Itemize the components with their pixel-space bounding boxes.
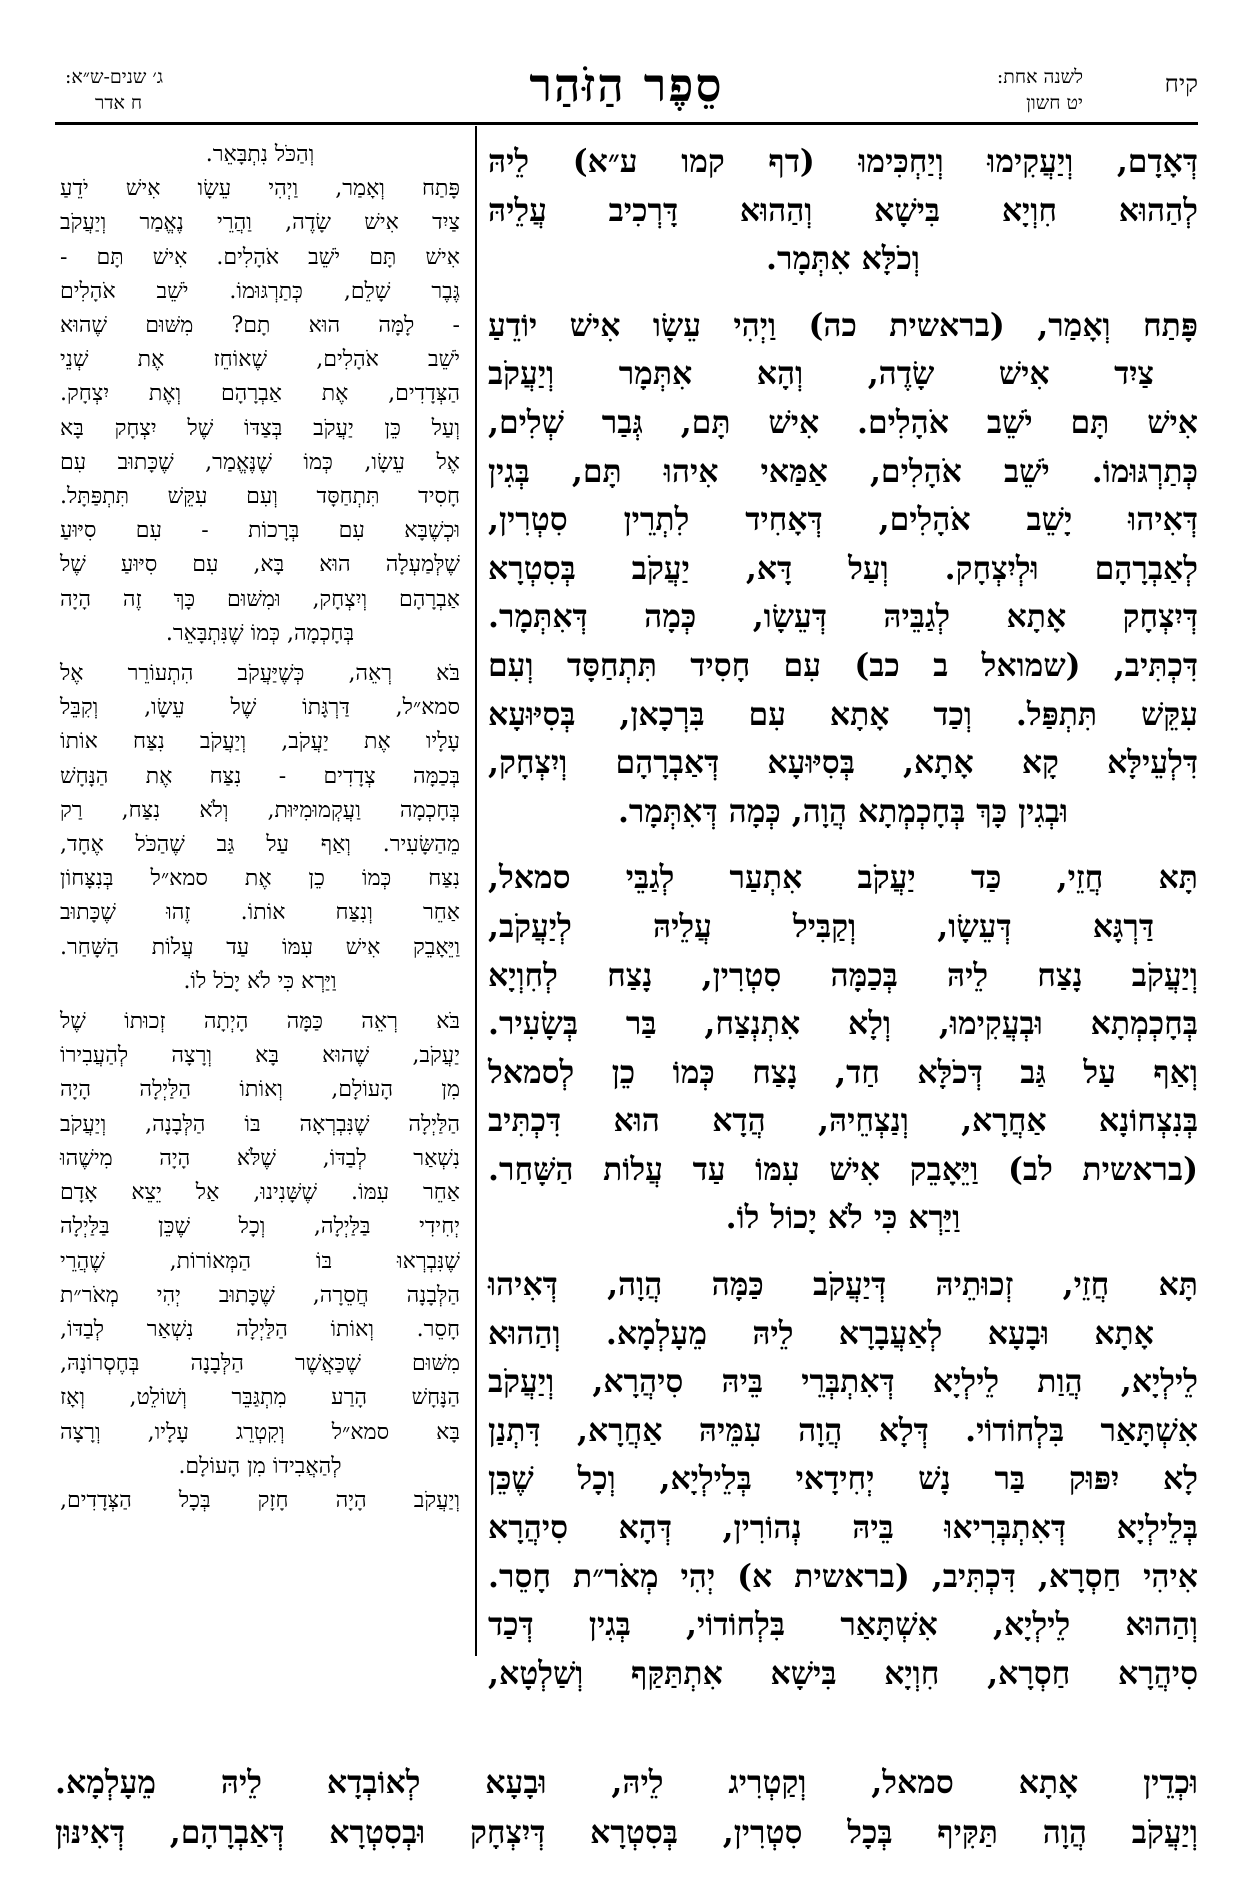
text-line: אַבְרָהָם וְיִצְחָק, וּמִשּׁוּם כָּךְ זֶה הָיָה: [60, 586, 460, 612]
text-line: הַצְּדָדִים, אֶת אַבְרָהָם וְאֶת יִצְחָק.: [60, 381, 460, 407]
text-line: - לָמָּה הוּא תָם? מִשּׁוּם שֶׁהוּא: [60, 313, 460, 339]
text-line: פָּתַח וְאָמַר, וַיְהִי עֵשָׂו אִישׁ יֹדֵעַ: [60, 176, 460, 202]
text-line: דַּרְגָּא דְּעֵשָׂו, וְקַבִּיל עֲלֵיהּ לְיַעֲקֹב,: [488, 907, 1154, 945]
text-line: וְיַעֲקֹב הָיָה חָזָק בְּכָל הַצְּדָדִים,: [60, 1487, 460, 1513]
text-line: תָּא חֲזֵי, זְכוּתֵיהּ דְּיַעֲקֹב כַּמָּה הֲוָה, דְּאִיהוּ: [488, 1266, 1198, 1304]
aramaic-text-column: [488, 138, 1198, 1698]
text-line: בְּלֵילְיָא דְּאִתְבְּרִיאוּ בֵּיהּ נְהוֹרִין, דְּהָא סִיהֲרָא: [488, 1509, 1198, 1547]
text-line: יֹשֵׁב אֹהָלִים, שֶׁאוֹחֵז אֶת שְׁנֵי: [60, 347, 460, 373]
text-line: אָתָא וּבָעָא לְאַעֲבָרָא לֵיהּ מֵעָלְמָא. וְהַהוּא: [488, 1314, 1154, 1352]
text-line: לָא יִפּוּק בַּר נָשׁ יְחִידָאי בְּלֵילְיָא, וְכָל שֶׁכֵּן: [488, 1460, 1198, 1498]
one-year-schedule-label: לשנה אחת:: [996, 66, 1083, 88]
text-line: כְּתַרְגּוּמוֹ. יֹשֵׁב אֹהָלִים, אַמַּאי אִיהוּ תָּם, בְּגִין: [488, 452, 1198, 490]
hebrew-translation-column: [60, 138, 460, 1518]
text-line: שֶׁנִּבְרְאוּ בּוֹ הַמְּאוֹרוֹת, שֶׁהֲרֵי: [60, 1248, 460, 1274]
text-line: עִקֵּשׁ תִּתְפַּל. וְכַד אָתָא עִם בִּרְכָאן, בְּסִיּוּעָא: [488, 695, 1198, 733]
text-line: בְּנִצְחוֹנָא אַחֲרָא, וְנַצְחֵיהּ, הֲדָא הוּא דִּכְתִּיב: [488, 1102, 1198, 1140]
text-line: בֹּא רְאֵה כַּמָּה הָיְתָה זְכוּתוֹ שֶׁל: [60, 1009, 460, 1035]
text-line: גֶּבֶר שָׁלֵם, כְּתַרְגּוּמוֹ. יֹשֵׁב אֹהָלִים: [60, 278, 460, 304]
text-line: דְּיִצְחָק אָתָא לְגַבֵּיהּ דְּעֵשָׂו, כְּמָה דְּאִתְּמָר.: [488, 598, 1198, 636]
text-line: אַחֵר וְנִצַּח אוֹתוֹ. זֶהוּ שֶׁכָּתוּב: [60, 900, 460, 926]
text-line: צַיִד אִישׁ שָׂדֶה, וְהָא אִתְּמָר וְיַעֲקֹב: [488, 355, 1154, 393]
column-divider: [475, 126, 477, 1656]
text-line: לְהַאֲבִידוֹ מִן הָעוֹלָם.: [178, 1453, 342, 1479]
text-line: אַחֵר עִמּוֹ. שֶׁשָּׁנִינוּ, אַל יֵצֵא אָדָם: [60, 1180, 460, 1206]
text-line: דְּאָדָם, וְיַעֲקִימוּ וְיַחְכִּימוּ (דף קמו ע״א) לֵיהּ: [488, 143, 1198, 180]
text-line: בָּא סמא״ל וְקִטְרֵג עָלָיו, וְרָצָה: [60, 1419, 460, 1445]
page-number: קיח: [1164, 70, 1198, 98]
text-line: צַיִד אִישׁ שָׂדֶה, וַהֲרֵי נֶאֱמַר וְיַעֲקֹב: [60, 210, 460, 236]
text-line: בְּחָכְמָה, כְּמוֹ שֶׁנִּתְבָּאֵר.: [165, 620, 355, 646]
text-line: חָסֵר. וְאוֹתוֹ הַלַּיְלָה נִשְׁאַר לְבַדּוֹ,: [60, 1316, 460, 1342]
text-line: וְיַעֲקֹב נָצַח לֵיהּ בְּכַמָּה סִטְרִין, נָצַח לְחִוְיָא: [488, 956, 1198, 994]
text-line: בְּכַמָּה צְדָדִים - נִצַּח אֶת הַנָּחָשׁ: [60, 763, 460, 789]
text-line: וּבְגִין כָּךְ בְּחָכְמְתָא הֲוָה, כְּמָה דְּאִתְּמָר.: [617, 792, 1069, 830]
text-line: וְכֹלָּא אִתְּמָר.: [766, 240, 920, 278]
text-line: חָסִיד תִּתְחַסָּד וְעִם עִקֵּשׁ תִּתְפַּתָּל.: [60, 484, 460, 510]
text-line: בְּחָכְמָה וַעֲקְמוּמִיּוּת, וְלֹא נִצַּח, רַק: [60, 797, 460, 823]
page-header: [55, 58, 1198, 125]
text-line: הַלַּיְלָה שֶׁנִּבְרְאָה בּוֹ הַלְּבָנָה, וְיַעֲקֹב: [60, 1111, 460, 1137]
text-line: וְאַף עַל גַּב דְּכֹלָּא חַד, נָצַח כְּמוֹ כֵן לְסמאל: [488, 1053, 1198, 1091]
three-year-schedule-label: ג׳ שנים-ש״א:: [65, 66, 164, 88]
text-line: לְהַהוּא חִוְיָא בִּישָׁא וְהַהוּא דָּרְכִיב עֲלֵיהּ: [488, 191, 1198, 229]
text-line: פָּתַח וְאָמַר, (בראשית כה) וַיְהִי עֵשָׂו אִישׁ יוֹדֵעַ: [488, 306, 1198, 344]
text-line: וְיַעֲקֹב הֲוָה תַּקִּיף בְּכָל סִטְרִין, בְּסִטְרָא דְּיִצְחָק וּבְסִטְרָא דְּאַבְרָהָם, דְּאִינּוּן: [55, 1814, 1198, 1851]
text-line: לְאַבְרָהָם וּלְיִצְחָק. וְעַל דָּא, יַעֲקֹב בְּסִטְרָא: [488, 549, 1198, 587]
text-line: הַנָּחָשׁ הָרַע מִתְגַּבֵּר וְשׁוֹלֵט, וְאָז: [60, 1385, 460, 1411]
text-line: וַיַּרְא כִּי לֹא יָכֹל לוֹ.: [183, 968, 337, 994]
text-line: אִיהִי חַסְרָא, דִּכְתִּיב, (בראשית א) יְהִי מְאֹר״ת חָסֵר.: [488, 1557, 1198, 1595]
text-line: בְּחָכְמְתָא וּבְעֲקִימוּ, וְלָא אִתְנְצַח, בַּר בְּשָׂעִיר.: [488, 1005, 1198, 1043]
text-line: וְהַהוּא לֵילְיָא, אִשְׁתָּאַר בִּלְחוֹדוֹי, בְּגִין דְּכַד: [488, 1606, 1198, 1644]
text-line: (בראשית לב) וַיֵּאָבֵק אִישׁ עִמּוֹ עַד עֲלוֹת הַשָּׁחַר.: [488, 1150, 1198, 1188]
text-line: בֹּא רְאֵה, כְּשֶׁיַּעֲקֹב הִתְעוֹרֵר אֶל: [60, 661, 460, 687]
text-line: דִּלְעֵילָּא קָא אָתָא, בְּסִיּוּעָא דְּאַבְרָהָם וְיִצְחָק,: [488, 744, 1198, 782]
text-line: עָלָיו אֶת יַעֲקֹב, וְיַעֲקֹב נִצַּח אוֹתוֹ: [60, 729, 460, 755]
text-line: וַיַּרְא כִּי לֹא יָכוֹל לוֹ.: [725, 1199, 961, 1237]
text-line: אֶל עֵשָׂו, כְּמוֹ שֶׁנֶּאֱמַר, שֶׁכָּתוּב עִם: [60, 449, 460, 475]
text-line: מִן הָעוֹלָם, וְאוֹתוֹ הַלַּיְלָה הָיָה: [60, 1077, 460, 1103]
text-line: אִשְׁתָּאַר בִּלְחוֹדוֹי. דְּלָא הֲוָה עִמֵּיהּ אַחֲרָא, דִּתְנַן: [488, 1411, 1198, 1449]
full-width-aramaic-text: [55, 1758, 1198, 1858]
text-line: סמא״ל, דַּרְגָּתוֹ שֶׁל עֵשָׂו, וְקִבֵּל: [60, 695, 460, 721]
text-line: יַעֲקֹב, שֶׁהוּא בָּא וְרָצָה לְהַעֲבִירוֹ: [60, 1043, 460, 1069]
text-line: שֶׁלְּמַעְלָה הוּא בָּא, עִם סִיּוּעַ שֶׁל: [60, 552, 460, 578]
three-year-schedule-date: ח אדר: [95, 92, 143, 114]
text-line: הַלְּבָנָה חֲסֵרָה, שֶׁכָּתוּב יְהִי מְאֹר״ת: [60, 1282, 460, 1308]
text-line: וּכְדֵין אָתָא סמאל, וְקַטְרִיג לֵיהּ, וּבָעָא לְאוֹבְדָא לֵיהּ מֵעָלְמָא.: [55, 1764, 1198, 1801]
text-line: מִשּׁוּם שֶׁכַּאֲשֶׁר הַלְּבָנָה בְּחֶסְרוֹנָהּ,: [60, 1351, 460, 1377]
text-line: וּכְשֶׁבָּא עִם בְּרָכוֹת - עִם סִיּוּעַ: [60, 518, 460, 544]
text-line: נִשְׁאַר לְבַדּוֹ, שֶׁלֹּא הָיָה מִישֶׁהוּ: [60, 1145, 460, 1171]
text-line: אִישׁ תָּם יֹשֵׁב אֹהָלִים. אִישׁ תָּם, גְּבַר שְׁלִים,: [488, 403, 1199, 441]
text-line: וַיֵּאָבֵק אִישׁ עִמּוֹ עַד עֲלוֹת הַשָּׁחַר.: [60, 934, 460, 960]
text-line: מֵהַשָּׂעִיר. וְאַף עַל גַּב שֶׁהַכֹּל אֶחָד,: [60, 832, 460, 858]
text-line: יְחִידִי בַּלַּיְלָה, וְכָל שֶׁכֵּן בַּלַּיְלָה: [60, 1214, 460, 1240]
one-year-schedule-date: יט חשון: [1026, 92, 1083, 114]
text-line: לֵילְיָא, הֲוַת לֵילְיָא דְּאִתְבְּרֵי בֵּיהּ סִיהֲרָא, וְיַעֲקֹב: [488, 1363, 1198, 1401]
text-line: אִישׁ תָּם יֹשֵׁב אֹהָלִים. אִישׁ תָּם -: [60, 244, 460, 270]
text-line: וְעַל כֵּן יַעֲקֹב בְּצַדּוֹ שֶׁל יִצְחָק בָּא: [60, 415, 460, 441]
text-line: וְהַכֹּל נִתְבָּאֵר.: [205, 142, 315, 167]
text-line: נִצַּח כְּמוֹ כֵן אֶת סמא״ל בְּנִצָּחוֹן: [60, 866, 460, 892]
text-line: דִּכְתִּיב, (שמואל ב כב) עִם חָסִיד תִּתְחַסָּד וְעִם: [488, 646, 1198, 684]
text-line: תָּא חֲזֵי, כַּד יַעֲקֹב אִתְעַר לְגַבֵּי סמאל,: [488, 859, 1198, 897]
text-line: דְּאִיהוּ יָשֵׁב אֹהָלִים, דְּאָחִיד לִתְרֵין סִטְרִין,: [488, 501, 1198, 539]
text-line: סִיהֲרָא חַסְרָא, חִוְיָא בִּישָׁא אִתְתַּקַּף וְשַׁלְטָא,: [488, 1654, 1198, 1692]
book-title: סֵפֶר הַזֹּהַר: [529, 58, 724, 112]
